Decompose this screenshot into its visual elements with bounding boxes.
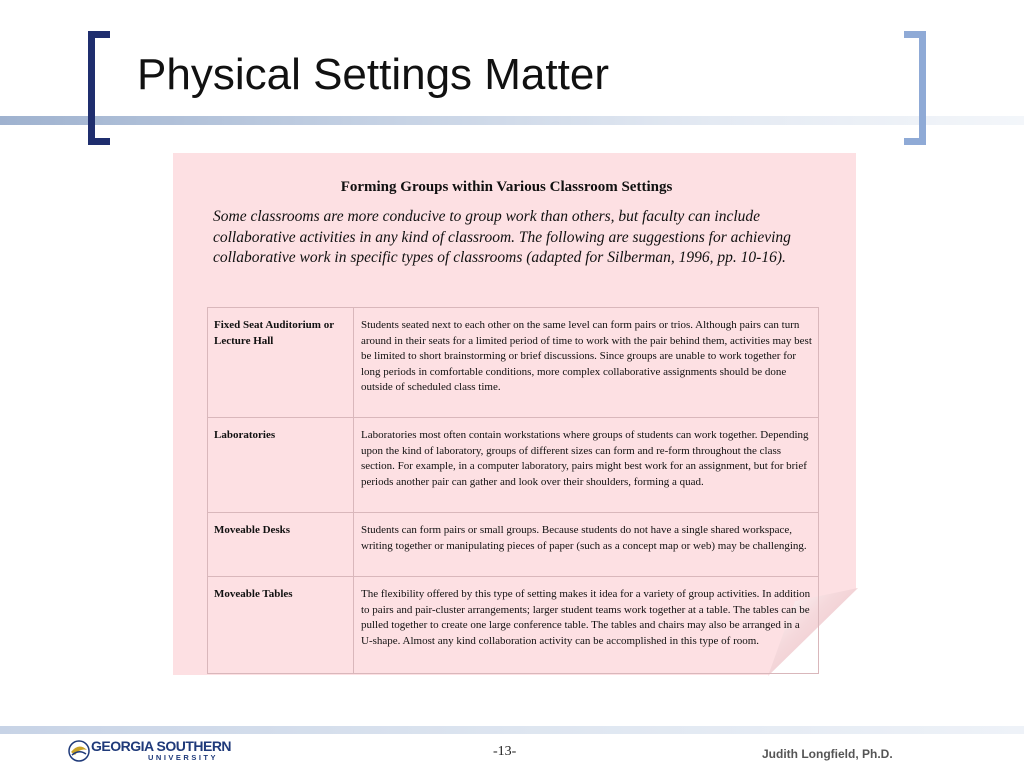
setting-description: Students seated next to each other on the same level can form pairs or trios. Although pairs can turn around in their seats for a limited period of time to work with the pair behind them, activities may best be limited to short brainstorming or brief discussions. Since groups are unable to work together for long periods in comfortable conditions, more complex collaborative assignments should be done outside of scheduled class time.: [354, 308, 819, 418]
setting-name: Laboratories: [208, 418, 354, 513]
logo-subtitle: UNIVERSITY: [148, 753, 219, 762]
setting-description: Students can form pairs or small groups. Because students do not have a single shared workspace, writing together or manipulating pieces of paper (such as a concept map or web) may be challenging.: [354, 513, 819, 577]
card-heading: Forming Groups within Various Classroom Settings: [340, 179, 673, 195]
setting-description: Laboratories most often contain workstations where groups of students can work together. Depending upon the kind of laboratory, groups of different sizes can form and re-form throughout the class section. For example, in a computer laboratory, pairs might best work for an assignment, but for brief periods another pair can gather and look over their shoulders, forming a quad.: [354, 418, 819, 513]
table-row: [208, 513, 819, 577]
title-band: [0, 116, 1024, 125]
logo-wordmark: GEORGIA SOUTHERN: [91, 738, 232, 754]
left-bracket-decoration: [88, 31, 110, 145]
setting-name: Fixed Seat Auditorium or Lecture Hall: [208, 308, 354, 418]
table-row: [208, 577, 819, 674]
author-credit: Judith Longfield, Ph.D.: [762, 747, 893, 761]
table-row: [208, 308, 819, 418]
page-number: -13-: [493, 744, 517, 759]
table-row: [208, 418, 819, 513]
card-intro: Some classrooms are more conducive to group work than others, but faculty can include collaborative activities in any kind of classroom. The following are suggestions for achieving collaborative work in specific types of classrooms (adapted for Silberman, 1996, pp. 10-16).: [213, 208, 791, 266]
right-bracket-decoration: [904, 31, 926, 145]
setting-name: Moveable Desks: [208, 513, 354, 577]
footer-band: [0, 726, 1024, 734]
setting-name: Moveable Tables: [208, 577, 354, 674]
setting-description: The flexibility offered by this type of setting makes it idea for a variety of group activities. In addition to pairs and pair-cluster arrangements; larger student teams work together at a table. The tables can be pulled together to create one large conference table. The tables and chairs may also be arranged in a U-shape. Almost any kind collaboration activity can be accomplished in this type of room.: [354, 577, 819, 674]
classroom-settings-table: [207, 307, 819, 674]
slide-title: Physical Settings Matter: [137, 50, 609, 99]
